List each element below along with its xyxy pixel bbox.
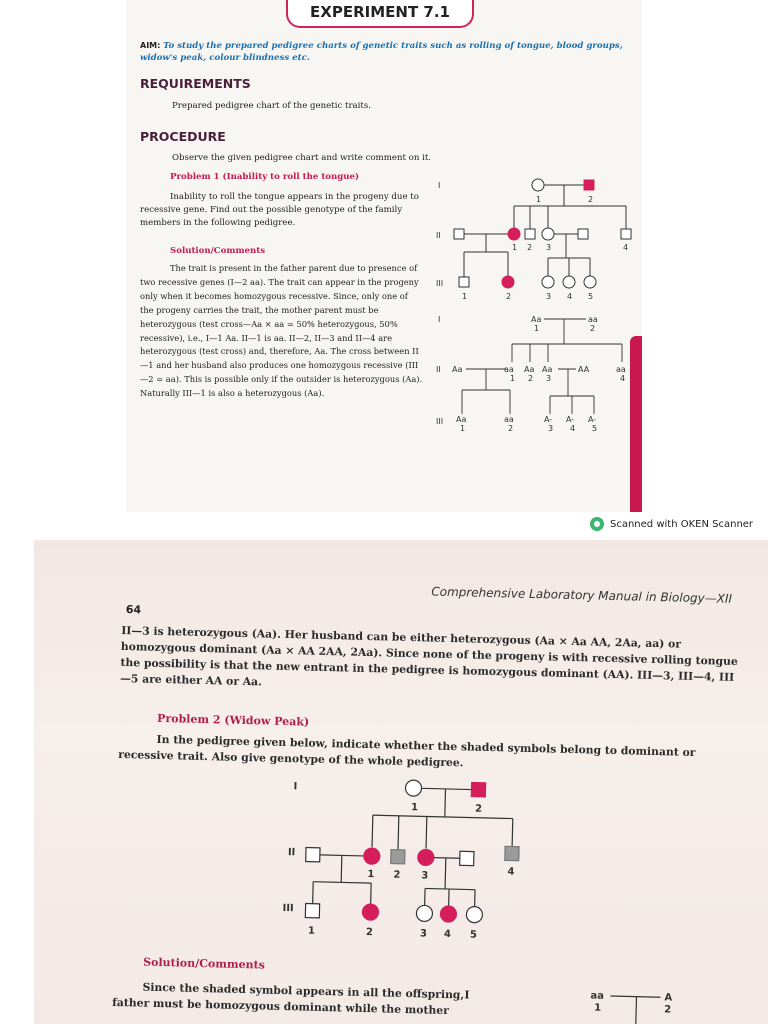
pedigree-chart-1 (426, 172, 636, 302)
svg-text:1: 1 (367, 869, 375, 881)
svg-text:4: 4 (570, 424, 576, 433)
svg-text:aa: aa (616, 365, 626, 374)
svg-text:3: 3 (548, 424, 554, 433)
aim-block (140, 40, 630, 64)
female-symbol (532, 179, 544, 191)
svg-text:A-: A- (566, 415, 575, 424)
problem2-title: Problem 2 (Widow Peak) (156, 711, 310, 729)
svg-text:2: 2 (664, 1004, 672, 1016)
pedigree-chart-solution (566, 986, 687, 1024)
female-symbol (542, 276, 554, 288)
textbook-page-1 (126, 0, 642, 512)
problem2-text: In the pedigree given below, indicate whether the shaded symbols belong to dominant or recessive trait. Also give genotype of the whole pedigree. (118, 732, 696, 770)
affected-female-symbol (502, 276, 514, 288)
svg-text:aa: aa (590, 990, 605, 1002)
svg-text:Aa: Aa (542, 365, 553, 374)
svg-text:3: 3 (546, 292, 552, 301)
svg-text:2: 2 (508, 424, 514, 433)
svg-text:4: 4 (620, 374, 626, 383)
gen-label: I (438, 181, 441, 190)
scanner-watermark (590, 517, 753, 531)
svg-text:1: 1 (594, 1002, 602, 1014)
running-title: Comprehensive Laboratory Manual in Biology—XII (431, 584, 733, 606)
svg-text:aa: aa (504, 415, 514, 424)
affected-male-symbol (584, 180, 594, 190)
male-symbol (578, 229, 588, 239)
requirements-heading: REQUIREMENTS (140, 76, 251, 91)
svg-text:2: 2 (590, 324, 596, 333)
female-symbol (466, 906, 482, 922)
solution-text-2: Since the shaded symbol appears in all the offspring, father must be homozygous dominant while the mother (112, 980, 465, 1018)
affected-female-symbol (418, 849, 434, 865)
procedure-text: Observe the given pedigree chart and write comment on it. (172, 153, 432, 163)
svg-text:4: 4 (623, 243, 629, 252)
gen-label: II (287, 847, 296, 859)
affected-male-symbol (471, 783, 485, 797)
svg-text:A-: A- (588, 415, 597, 424)
male-symbol (306, 848, 320, 862)
solution-heading: Solution/Comments (170, 246, 266, 256)
svg-text:4: 4 (567, 292, 573, 301)
pedigree-genotype-chart (426, 310, 636, 440)
svg-text:1: 1 (512, 243, 518, 252)
svg-text:3: 3 (546, 243, 552, 252)
svg-text:2: 2 (588, 195, 594, 204)
svg-text:aa: aa (588, 315, 598, 324)
svg-text:A-: A- (544, 415, 553, 424)
gen-label: I (293, 781, 298, 793)
svg-text:2: 2 (528, 374, 534, 383)
svg-text:3: 3 (421, 870, 429, 882)
gen-label: II (436, 365, 441, 374)
textbook-page-2 (34, 540, 768, 1024)
scanner-label: Scanned with OKEN Scanner (610, 518, 754, 530)
experiment-title: EXPERIMENT 7.1 (286, 0, 474, 28)
gen-label: III (436, 279, 444, 288)
male-symbol (525, 229, 535, 239)
svg-text:1: 1 (307, 925, 316, 937)
gen-label: III (282, 902, 294, 915)
svg-text:3: 3 (419, 928, 428, 940)
affected-female-symbol (362, 904, 378, 920)
svg-text:AA: AA (578, 365, 590, 374)
svg-text:3: 3 (546, 374, 552, 383)
shaded-male-symbol (505, 846, 519, 860)
svg-text:1: 1 (536, 195, 542, 204)
svg-text:1: 1 (462, 292, 468, 301)
page-edge-tab (630, 336, 642, 512)
gen-label: I (464, 988, 470, 1002)
svg-text:1: 1 (534, 324, 540, 333)
svg-text:1: 1 (410, 802, 419, 814)
svg-text:2: 2 (527, 243, 533, 252)
female-symbol (542, 228, 554, 240)
svg-text:2: 2 (506, 292, 512, 301)
svg-text:5: 5 (469, 929, 478, 941)
procedure-heading: PROCEDURE (140, 129, 226, 144)
affected-female-symbol (364, 848, 380, 864)
shaded-male-symbol (391, 850, 405, 864)
female-symbol (563, 276, 575, 288)
affected-female-symbol (440, 906, 456, 922)
continued-text: II—3 is heterozygous (Aa). Her husband can be either heterozygous (Aa × Aa AA, 2Aa, aa) or homozygous dominant (Aa × AA 2AA, 2Aa). Since none of the progeny is with recessive rolling tongue the possibility is that the new entrant in the pedigree is homozygous dominant (AA). III—3, III—4, III—5 are either AA or Aa. (119, 623, 739, 689)
svg-text:Aa: Aa (524, 365, 535, 374)
svg-text:aa: aa (504, 365, 514, 374)
page-number: 64 (125, 603, 142, 617)
solution-heading-2: Solution/Comments (143, 955, 266, 972)
aim-text: To study the prepared pedigree charts of genetic traits such as rolling of tongue, blood groups, widow's peak, colour blindness etc. (140, 41, 623, 63)
svg-text:5: 5 (592, 424, 598, 433)
svg-text:Aa: Aa (456, 415, 467, 424)
male-symbol (454, 229, 464, 239)
svg-text:2: 2 (393, 869, 401, 881)
male-symbol (460, 851, 474, 865)
gen-label: I (438, 315, 441, 324)
svg-text:4: 4 (507, 866, 515, 878)
svg-text:1: 1 (460, 424, 466, 433)
svg-text:Aa: Aa (531, 315, 542, 324)
male-symbol (305, 904, 319, 918)
problem1-text: Inability to roll the tongue appears in the progeny due to recessive gene. Find out the possible genotype of the family members in the following pedigree. (140, 192, 419, 229)
female-symbol (416, 905, 432, 921)
svg-text:1: 1 (510, 374, 516, 383)
svg-text:4: 4 (443, 928, 452, 941)
male-symbol (459, 277, 469, 287)
svg-text:5: 5 (588, 292, 594, 301)
female-symbol (405, 780, 421, 796)
svg-text:A: A (664, 992, 673, 1004)
affected-female-symbol (508, 228, 520, 240)
solution-text: The trait is present in the father parent due to presence of two recessive genes (I—2 aa). The trait can appear in the progeny only when it becomes homozygous recessive. Since, only one of the progeny carries the trait, the mother parent must be heterozygous (test cross—Aa × aa = 50% heterozygous, 50% recessive), i.e., I—1 Aa. II—1 is aa. II—2, II—3 and II—4 are heterozygous (test cross) and, therefore, Aa. The cross between II—1 and her husband also produces one homozygous recessive (III—2 = aa). This is possible only if the outsider is heterozygous (Aa). Naturally III—1 is also a heterozygous (Aa). (140, 263, 423, 399)
female-symbol (584, 276, 596, 288)
male-symbol (621, 229, 631, 239)
pedigree-chart-widow-peak (278, 769, 582, 956)
aim-label: AIM: (140, 41, 161, 50)
svg-text:Aa: Aa (452, 365, 463, 374)
scanner-logo-icon (590, 517, 604, 531)
svg-text:2: 2 (474, 803, 483, 815)
requirements-text: Prepared pedigree chart of the genetic traits. (172, 101, 372, 111)
gen-label: III (436, 417, 444, 426)
problem1-title: Problem 1 (Inability to roll the tongue) (170, 172, 360, 182)
gen-label: II (436, 231, 441, 240)
svg-text:2: 2 (365, 927, 374, 939)
